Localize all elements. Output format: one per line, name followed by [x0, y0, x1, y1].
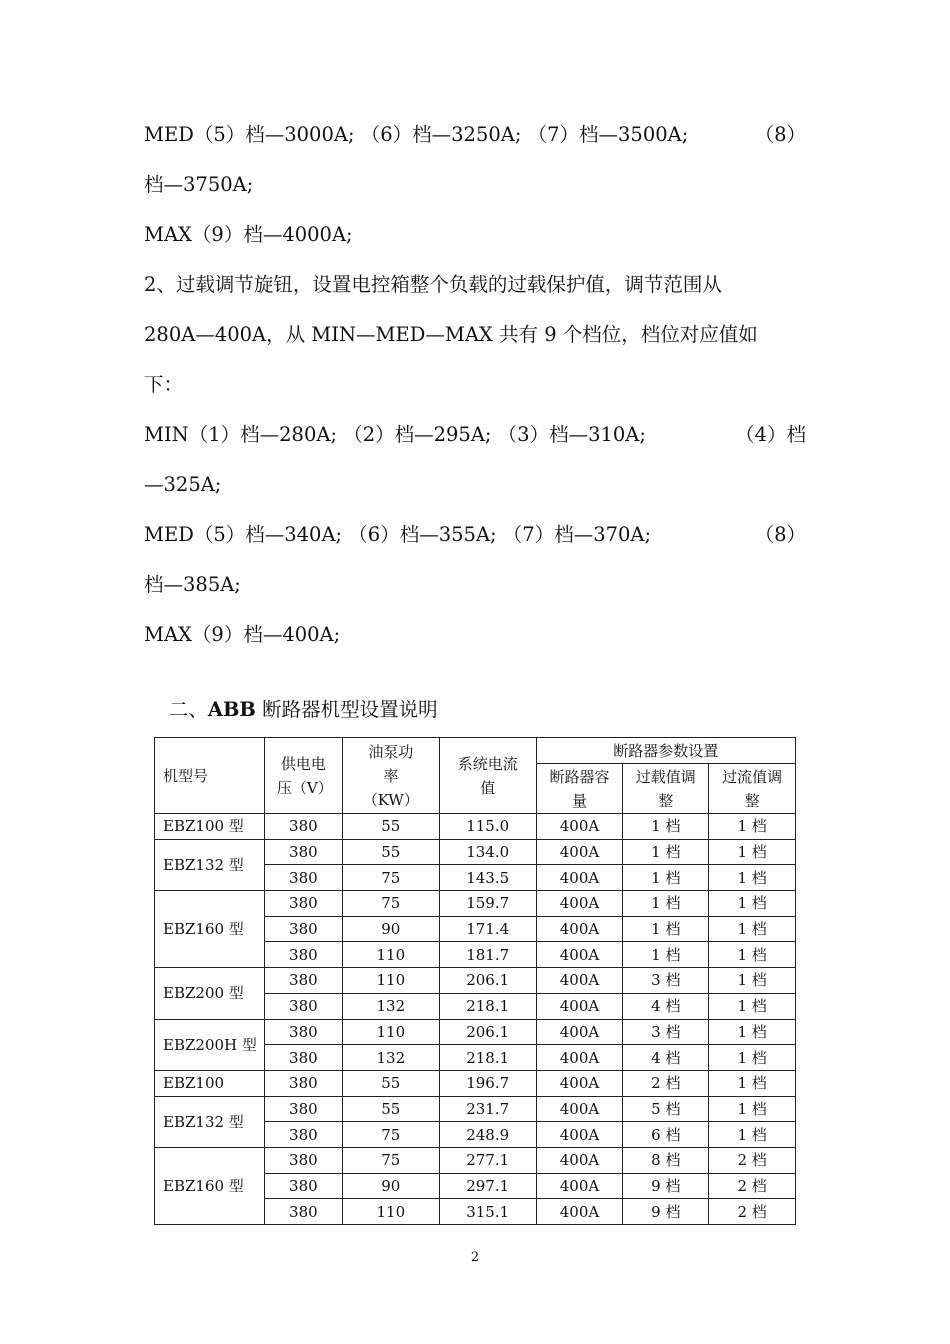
table-cell: 110: [342, 1199, 439, 1225]
table-cell: 4 档: [623, 993, 709, 1019]
table-cell: 380: [264, 1070, 342, 1096]
table-cell: 1 档: [623, 942, 709, 968]
header-voltage: 供电电压（V）: [264, 738, 342, 814]
table-cell: 380: [264, 1173, 342, 1199]
model-cell: EBZ100 型: [155, 814, 265, 840]
table-row: [155, 1147, 796, 1173]
model-cell: EBZ200H 型: [155, 1019, 265, 1070]
table-cell: 400A: [536, 993, 623, 1019]
table-cell: 110: [342, 1019, 439, 1045]
table-cell: 400A: [536, 891, 623, 917]
table-cell: 400A: [536, 1070, 623, 1096]
table-cell: 75: [342, 1122, 439, 1148]
model-cell: EBZ100: [155, 1070, 265, 1096]
table-cell: 171.4: [439, 916, 536, 942]
table-cell: 380: [264, 916, 342, 942]
table-cell: 380: [264, 1019, 342, 1045]
table-cell: 1 档: [623, 839, 709, 865]
text-line: [144, 172, 806, 198]
table-cell: 2 档: [709, 1173, 796, 1199]
table-cell: 134.0: [439, 839, 536, 865]
heading-suffix: 断路器机型设置说明: [255, 698, 438, 721]
model-cell: EBZ160 型: [155, 891, 265, 968]
table-cell: 1 档: [709, 916, 796, 942]
table-cell: 206.1: [439, 968, 536, 994]
table-cell: 1 档: [709, 1122, 796, 1148]
table-cell: 380: [264, 942, 342, 968]
table-cell: 115.0: [439, 814, 536, 840]
table-cell: 400A: [536, 968, 623, 994]
breaker-settings-table: [154, 737, 796, 1225]
table-cell: 132: [342, 993, 439, 1019]
table-cell: 110: [342, 942, 439, 968]
header-overload: 过载值调整: [623, 764, 709, 814]
table-cell: 380: [264, 1199, 342, 1225]
header-model: 机型号: [155, 738, 265, 814]
table-cell: 5 档: [623, 1096, 709, 1122]
table-cell: 297.1: [439, 1173, 536, 1199]
table-cell: 1 档: [709, 942, 796, 968]
table-cell: 55: [342, 814, 439, 840]
table-cell: 196.7: [439, 1070, 536, 1096]
table-cell: 3 档: [623, 1019, 709, 1045]
table-cell: 132: [342, 1045, 439, 1071]
table-cell: 159.7: [439, 891, 536, 917]
header-capacity: 断路器容量: [536, 764, 623, 814]
table-cell: 380: [264, 1045, 342, 1071]
table-cell: 90: [342, 916, 439, 942]
table-row: [155, 891, 796, 917]
table-cell: 2 档: [623, 1070, 709, 1096]
header-power: 油泵功率（KW）: [342, 738, 439, 814]
table-cell: 55: [342, 1096, 439, 1122]
text-line-main: MIN（1）档—280A; （2）档—295A; （3）档—310A;: [144, 423, 646, 446]
table-cell: 1 档: [709, 839, 796, 865]
table-row: [155, 1070, 796, 1096]
table-cell: 400A: [536, 1147, 623, 1173]
text-line-main: —325A;: [144, 473, 222, 496]
text-line-main: 下：: [144, 373, 184, 396]
text-line: [144, 222, 806, 248]
table-cell: 277.1: [439, 1147, 536, 1173]
model-cell: EBZ200 型: [155, 968, 265, 1019]
table-cell: 8 档: [623, 1147, 709, 1173]
table-cell: 400A: [536, 1199, 623, 1225]
table-cell: 9 档: [623, 1173, 709, 1199]
text-line: [144, 572, 806, 598]
text-line-main: 2、过载调节旋钮，设置电控箱整个负载的过载保护值，调节范围从: [144, 273, 722, 296]
text-line: [144, 522, 806, 548]
header-breaker-group: 断路器参数设置: [536, 738, 795, 764]
table-cell: 55: [342, 1070, 439, 1096]
table-cell: 206.1: [439, 1019, 536, 1045]
page-number: 2: [470, 1250, 480, 1265]
table-row: [155, 839, 796, 865]
table-cell: 380: [264, 968, 342, 994]
text-line-tail: （4）档: [735, 423, 806, 446]
table-cell: 1 档: [709, 993, 796, 1019]
table-cell: 400A: [536, 1019, 623, 1045]
text-line-main: MED（5）档—340A; （6）档—355A; （7）档—370A;: [144, 523, 652, 546]
table-cell: 9 档: [623, 1199, 709, 1225]
table-cell: 248.9: [439, 1122, 536, 1148]
table-cell: 1 档: [623, 865, 709, 891]
text-line-main: 280A—400A，从 MIN—MED—MAX 共有 9 个档位，档位对应值如: [144, 323, 758, 346]
table-row: [155, 1019, 796, 1045]
text-line-main: MAX（9）档—400A;: [144, 623, 341, 646]
table-cell: 1 档: [709, 1070, 796, 1096]
table-cell: 400A: [536, 814, 623, 840]
table-cell: 400A: [536, 916, 623, 942]
header-overcurrent: 过流值调整: [709, 764, 796, 814]
text-line: [144, 322, 806, 348]
text-line: [144, 622, 806, 648]
table-cell: 315.1: [439, 1199, 536, 1225]
table-cell: 1 档: [709, 865, 796, 891]
table-cell: 90: [342, 1173, 439, 1199]
table-cell: 380: [264, 1096, 342, 1122]
text-line: [144, 122, 806, 148]
table-row: [155, 968, 796, 994]
table-cell: 400A: [536, 1173, 623, 1199]
text-line: [144, 372, 806, 398]
table-cell: 1 档: [709, 968, 796, 994]
table-cell: 1 档: [623, 916, 709, 942]
table-cell: 1 档: [623, 891, 709, 917]
table-cell: 1 档: [709, 814, 796, 840]
table-cell: 110: [342, 968, 439, 994]
table-cell: 380: [264, 993, 342, 1019]
table-cell: 1 档: [709, 1096, 796, 1122]
table-cell: 380: [264, 839, 342, 865]
table-cell: 400A: [536, 942, 623, 968]
table-cell: 1 档: [709, 1045, 796, 1071]
table-cell: 55: [342, 839, 439, 865]
text-line-main: MED（5）档—3000A; （6）档—3250A; （7）档—3500A;: [144, 123, 689, 146]
table-cell: 75: [342, 891, 439, 917]
table-cell: 181.7: [439, 942, 536, 968]
table-row: [155, 814, 796, 840]
model-cell: EBZ160 型: [155, 1147, 265, 1224]
text-line: [144, 272, 806, 298]
table-cell: 400A: [536, 1096, 623, 1122]
table-cell: 75: [342, 865, 439, 891]
heading-prefix: 二、: [168, 698, 208, 721]
model-cell: EBZ132 型: [155, 839, 265, 890]
table-cell: 2 档: [709, 1147, 796, 1173]
table-cell: 380: [264, 1122, 342, 1148]
table-body: [155, 814, 796, 1225]
text-line-main: MAX（9）档—4000A;: [144, 223, 353, 246]
model-cell: EBZ132 型: [155, 1096, 265, 1147]
table-cell: 400A: [536, 1122, 623, 1148]
table-cell: 75: [342, 1147, 439, 1173]
table-cell: 143.5: [439, 865, 536, 891]
table-cell: 1 档: [709, 891, 796, 917]
text-line: [144, 472, 806, 498]
table-cell: 3 档: [623, 968, 709, 994]
text-line-tail: （8）: [754, 523, 806, 546]
table-row: [155, 1096, 796, 1122]
table-cell: 380: [264, 814, 342, 840]
table-cell: 380: [264, 891, 342, 917]
text-line-main: 档—3750A;: [144, 173, 254, 196]
table-cell: 2 档: [709, 1199, 796, 1225]
table-cell: 400A: [536, 839, 623, 865]
heading-bold: ABB: [207, 698, 256, 721]
text-line-main: 档—385A;: [144, 573, 241, 596]
text-line: [144, 422, 806, 448]
table-cell: 380: [264, 865, 342, 891]
table-cell: 4 档: [623, 1045, 709, 1071]
table-cell: 400A: [536, 865, 623, 891]
table-cell: 380: [264, 1147, 342, 1173]
table-cell: 1 档: [709, 1019, 796, 1045]
table-cell: 400A: [536, 1045, 623, 1071]
header-current: 系统电流值: [439, 738, 536, 814]
table-cell: 6 档: [623, 1122, 709, 1148]
table-cell: 1 档: [623, 814, 709, 840]
table-cell: 218.1: [439, 1045, 536, 1071]
table-cell: 218.1: [439, 993, 536, 1019]
text-line-tail: （8）: [754, 123, 806, 146]
table-cell: 231.7: [439, 1096, 536, 1122]
